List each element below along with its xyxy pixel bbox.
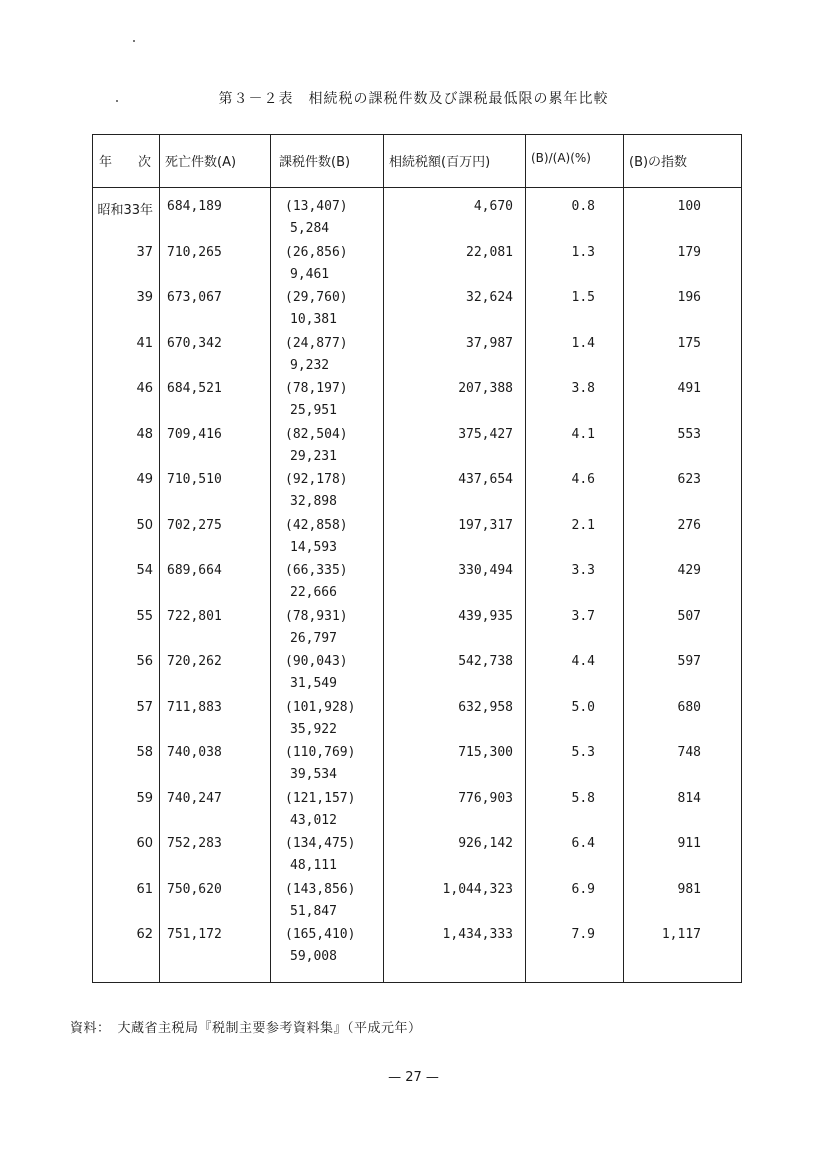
cell-year: 50 [136, 517, 153, 533]
cell-index: 623 [677, 472, 701, 487]
cell-index: 597 [677, 654, 701, 669]
cell-ratio: 4.6 [571, 472, 595, 487]
cell-deaths: 673,067 [167, 290, 222, 305]
cell-year: 46 [136, 381, 153, 396]
cell-taxed-sub: 35,922 [290, 721, 337, 737]
cell-tax-amount: 1,434,333 [442, 927, 513, 942]
cell-taxed-sub: 32,898 [290, 494, 337, 509]
cell-index: 911 [677, 836, 701, 851]
cell-year: 61 [136, 881, 153, 897]
column-divider [159, 135, 160, 982]
cell-deaths: 684,189 [167, 199, 222, 214]
cell-taxed: (165,410) [285, 927, 356, 942]
cell-ratio: 2.1 [571, 517, 595, 533]
cell-deaths: 740,247 [167, 790, 222, 806]
cell-year: 58 [136, 745, 153, 760]
cell-ratio: 1.4 [571, 335, 595, 351]
cell-tax-amount: 437,654 [458, 472, 513, 487]
cell-taxed-sub: 9,232 [290, 357, 330, 373]
cell-ratio: 1.3 [571, 244, 595, 260]
cell-taxed: (78,197) [285, 381, 348, 396]
column-divider [383, 135, 384, 982]
cell-tax-amount: 330,494 [458, 563, 513, 578]
cell-year: 54 [136, 563, 153, 578]
cell-deaths: 689,664 [167, 563, 222, 578]
cell-ratio: 1.5 [571, 290, 595, 305]
cell-tax-amount: 207,388 [458, 381, 513, 396]
cell-deaths: 670,342 [167, 335, 222, 351]
cell-index: 196 [677, 290, 701, 305]
cell-tax-amount: 1,044,323 [442, 881, 513, 897]
cell-taxed: (101,928) [285, 699, 356, 715]
cell-taxed-sub: 25,951 [290, 403, 337, 418]
cell-taxed: (92,178) [285, 472, 348, 487]
cell-year: 41 [136, 335, 153, 351]
cell-taxed: (110,769) [285, 745, 356, 760]
cell-index: 276 [677, 517, 701, 533]
cell-year: 57 [136, 699, 153, 715]
cell-year: 37 [136, 244, 153, 260]
header-ratio: (B)/(A)(%) [531, 151, 591, 165]
cell-deaths: 722,801 [167, 608, 222, 624]
header-taxed: 課税件数(B) [279, 155, 351, 170]
cell-deaths: 752,283 [167, 836, 222, 851]
cell-index: 507 [677, 608, 701, 624]
cell-taxed-sub: 5,284 [290, 221, 330, 236]
cell-taxed: (66,335) [285, 563, 348, 578]
cell-ratio: 6.9 [571, 881, 595, 897]
cell-tax-amount: 22,081 [466, 244, 513, 260]
cell-deaths: 702,275 [167, 517, 222, 533]
cell-tax-amount: 926,142 [458, 836, 513, 851]
cell-taxed-sub: 14,593 [290, 539, 337, 555]
header-tax-amount: 相続税額(百万円) [389, 155, 491, 170]
scan-speck [116, 100, 118, 102]
cell-taxed-sub: 22,666 [290, 585, 337, 600]
cell-ratio: 3.3 [571, 563, 595, 578]
cell-index: 491 [677, 381, 701, 396]
cell-taxed: (134,475) [285, 836, 356, 851]
table-title: 第３－２表 相続税の課税件数及び課税最低限の累年比較 [218, 91, 609, 107]
cell-deaths: 711,883 [167, 699, 222, 715]
cell-taxed: (29,760) [285, 290, 348, 305]
cell-ratio: 3.7 [571, 608, 595, 624]
cell-taxed-sub: 9,461 [290, 266, 330, 282]
cell-year: 62 [136, 927, 153, 942]
cell-tax-amount: 439,935 [458, 608, 513, 624]
cell-taxed-sub: 43,012 [290, 812, 337, 828]
cell-index: 680 [677, 699, 701, 715]
cell-index: 429 [677, 563, 701, 578]
cell-deaths: 751,172 [167, 927, 222, 942]
cell-tax-amount: 197,317 [458, 517, 513, 533]
cell-tax-amount: 375,427 [458, 426, 513, 442]
column-divider [270, 135, 271, 982]
cell-taxed: (26,856) [285, 244, 348, 260]
cell-year: 48 [136, 426, 153, 442]
cell-year: 55 [136, 608, 153, 624]
cell-taxed: (121,157) [285, 790, 356, 806]
cell-ratio: 3.8 [571, 381, 595, 396]
cell-deaths: 710,510 [167, 472, 222, 487]
cell-tax-amount: 776,903 [458, 790, 513, 806]
cell-tax-amount: 542,738 [458, 654, 513, 669]
cell-taxed-sub: 59,008 [290, 949, 337, 964]
cell-taxed: (13,407) [285, 199, 348, 214]
cell-ratio: 4.1 [571, 426, 595, 442]
cell-taxed-sub: 31,549 [290, 676, 337, 691]
cell-taxed: (143,856) [285, 881, 356, 897]
page-number: — 27 — [388, 1070, 439, 1085]
cell-index: 814 [677, 790, 701, 806]
cell-taxed-sub: 39,534 [290, 767, 337, 782]
cell-taxed-sub: 51,847 [290, 903, 337, 919]
cell-ratio: 4.4 [571, 654, 595, 669]
cell-index: 179 [677, 244, 701, 260]
cell-taxed-sub: 26,797 [290, 630, 337, 646]
data-table [92, 134, 742, 983]
cell-tax-amount: 32,624 [466, 290, 513, 305]
cell-tax-amount: 4,670 [473, 199, 513, 214]
cell-deaths: 720,262 [167, 654, 222, 669]
cell-taxed: (82,504) [285, 426, 348, 442]
cell-taxed-sub: 29,231 [290, 448, 337, 464]
cell-year: 49 [136, 472, 153, 487]
cell-year: 56 [136, 654, 153, 669]
cell-ratio: 5.8 [571, 790, 595, 806]
cell-index: 981 [677, 881, 701, 897]
cell-ratio: 0.8 [571, 199, 595, 214]
cell-year: 60 [136, 836, 153, 851]
cell-index: 553 [677, 426, 701, 442]
cell-deaths: 710,265 [167, 244, 222, 260]
cell-ratio: 6.4 [571, 836, 595, 851]
cell-taxed-sub: 10,381 [290, 312, 337, 327]
scan-speck [133, 40, 135, 42]
cell-taxed: (42,858) [285, 517, 348, 533]
column-divider [623, 135, 624, 982]
cell-ratio: 7.9 [571, 927, 595, 942]
column-divider [525, 135, 526, 982]
cell-tax-amount: 632,958 [458, 699, 513, 715]
cell-deaths: 709,416 [167, 426, 222, 442]
cell-index: 100 [677, 199, 701, 214]
cell-index: 175 [677, 335, 701, 351]
cell-deaths: 684,521 [167, 381, 222, 396]
cell-deaths: 740,038 [167, 745, 222, 760]
cell-taxed: (24,877) [285, 335, 348, 351]
cell-tax-amount: 715,300 [458, 745, 513, 760]
header-deaths: 死亡件数(A) [165, 155, 237, 170]
cell-year: 39 [136, 290, 153, 305]
cell-ratio: 5.0 [571, 699, 595, 715]
cell-taxed-sub: 48,111 [290, 858, 337, 873]
cell-ratio: 5.3 [571, 745, 595, 760]
cell-index: 748 [677, 745, 701, 760]
header-index: (B)の指数 [629, 155, 688, 170]
cell-index: 1,117 [661, 927, 701, 942]
cell-taxed: (78,931) [285, 608, 348, 624]
cell-taxed: (90,043) [285, 654, 348, 669]
source-note: 資料： 大蔵省主税局『税制主要参考資料集』（平成元年） [70, 1021, 422, 1036]
cell-deaths: 750,620 [167, 881, 222, 897]
cell-year: 59 [136, 790, 153, 806]
cell-tax-amount: 37,987 [466, 335, 513, 351]
header-year: 年 次 [99, 155, 152, 170]
cell-year: 昭和33年 [97, 203, 153, 218]
